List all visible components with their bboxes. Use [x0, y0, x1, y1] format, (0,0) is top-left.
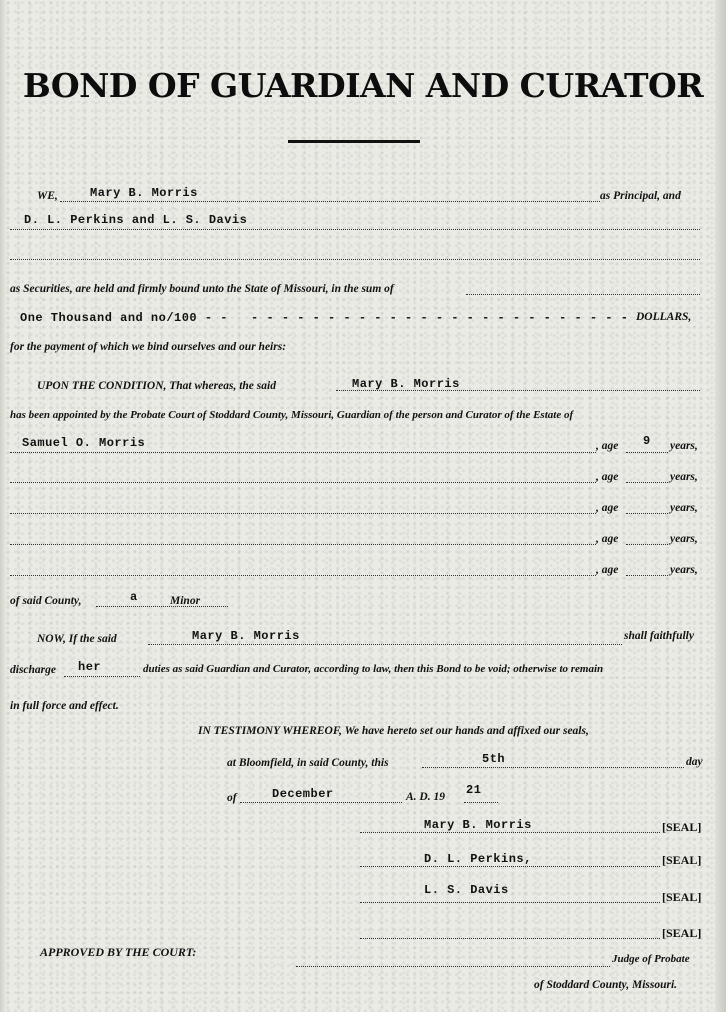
- principal-name-field[interactable]: Mary B. Morris: [90, 186, 198, 200]
- month-line: [240, 802, 402, 803]
- form-title: BOND OF GUARDIAN AND CURATOR: [22, 66, 704, 105]
- minor-age-field-1[interactable]: 9: [643, 434, 651, 448]
- day-field[interactable]: 5th: [482, 752, 506, 766]
- years-label-2: years,: [670, 471, 698, 483]
- years-label-5: years,: [670, 564, 698, 576]
- bloomfield-label: at Bloomfield, in said County, this: [227, 757, 389, 769]
- appointed-clause: has been appointed by the Probate Court of Stoddard County, Missouri, Guardian of the person and Curator of the Estate of: [10, 409, 574, 421]
- age-label-2: , age: [596, 471, 619, 483]
- pronoun-field[interactable]: her: [78, 660, 102, 674]
- day-line: [422, 767, 684, 768]
- day-label: day: [686, 756, 703, 768]
- signature-2[interactable]: D. L. Perkins,: [424, 852, 532, 866]
- securities-names-field[interactable]: D. L. Perkins and L. S. Davis: [24, 213, 248, 227]
- minor-name-field-1[interactable]: Samuel O. Morris: [22, 436, 146, 450]
- minor-name-line-4[interactable]: [10, 544, 596, 545]
- we-label: WE,: [37, 190, 58, 202]
- as-principal-label: as Principal, and: [600, 190, 681, 202]
- pronoun-line: [64, 676, 140, 677]
- age-label-4: , age: [596, 533, 619, 545]
- age-line-3[interactable]: [626, 513, 668, 514]
- minor-name-line-3[interactable]: [10, 513, 596, 514]
- sum-line: [466, 294, 700, 295]
- age-label-5: , age: [596, 564, 619, 576]
- ad-label: A. D. 19: [406, 791, 445, 803]
- payment-clause: for the payment of which we bind ourselves and our heirs:: [10, 341, 287, 353]
- testimony-clause: IN TESTIMONY WHEREOF, We have hereto set our hands and affixed our seals,: [198, 725, 589, 737]
- now-label: NOW, If the said: [37, 633, 117, 645]
- signature-1[interactable]: Mary B. Morris: [424, 818, 532, 832]
- years-label-4: years,: [670, 533, 698, 545]
- judge-label: Judge of Probate: [612, 953, 690, 965]
- judge-line[interactable]: [296, 966, 610, 967]
- of-label: of: [227, 792, 237, 804]
- minor-count-line: [96, 606, 228, 607]
- signature-3[interactable]: L. S. Davis: [424, 883, 509, 897]
- faithfully-label: shall faithfully: [624, 630, 694, 642]
- year-field[interactable]: 21: [466, 783, 482, 797]
- page-right-edge: [715, 0, 726, 1012]
- age-label-1: , age: [596, 440, 619, 452]
- minor-count-field[interactable]: a: [130, 590, 138, 604]
- page-left-edge: [0, 0, 6, 1012]
- seal-1: [SEAL]: [662, 820, 702, 834]
- now-name-field[interactable]: Mary B. Morris: [192, 629, 300, 643]
- signature-line-1: [360, 832, 660, 833]
- seal-4: [SEAL]: [662, 926, 702, 940]
- condition-label: UPON THE CONDITION, That whereas, the said: [37, 380, 276, 392]
- year-line: [464, 802, 498, 803]
- signature-line-4[interactable]: [360, 938, 660, 939]
- seal-3: [SEAL]: [662, 890, 702, 904]
- age-label-3: , age: [596, 502, 619, 514]
- discharge-label: discharge: [10, 664, 56, 676]
- securities-clause: as Securities, are held and firmly bound unto the State of Missouri, in the sum of: [10, 283, 394, 295]
- age-line-5[interactable]: [626, 575, 668, 576]
- signature-line-3: [360, 902, 660, 903]
- age-line-1: [626, 452, 668, 453]
- force-clause: in full force and effect.: [10, 700, 119, 712]
- judge-county-label: of Stoddard County, Missouri.: [534, 979, 678, 991]
- securities-line-2[interactable]: [10, 259, 700, 260]
- duties-clause: duties as said Guardian and Curator, according to law, then this Bond to be void; otherwise to remain: [143, 663, 604, 675]
- dollars-label: DOLLARS,: [636, 311, 692, 323]
- years-label-3: years,: [670, 502, 698, 514]
- years-label-1: years,: [670, 440, 698, 452]
- title-underline: [288, 140, 420, 143]
- minor-label: Minor: [170, 595, 201, 607]
- month-field[interactable]: December: [272, 787, 334, 801]
- approved-label: APPROVED BY THE COURT:: [40, 945, 197, 959]
- age-line-4[interactable]: [626, 544, 668, 545]
- minor-name-line-5[interactable]: [10, 575, 596, 576]
- now-line: [148, 644, 622, 645]
- securities-line-1: [10, 229, 700, 230]
- age-line-2[interactable]: [626, 482, 668, 483]
- signature-line-2: [360, 866, 660, 867]
- county-label: of said County,: [10, 595, 82, 607]
- principal-line: [60, 201, 600, 202]
- minor-name-line-1: [10, 452, 596, 453]
- seal-2: [SEAL]: [662, 853, 702, 867]
- condition-name-field[interactable]: Mary B. Morris: [352, 377, 460, 391]
- amount-field[interactable]: One Thousand and no/100 - - - - - - - - - - - - - - - - - - - - - - - - - - -: [20, 311, 629, 325]
- minor-name-line-2[interactable]: [10, 482, 596, 483]
